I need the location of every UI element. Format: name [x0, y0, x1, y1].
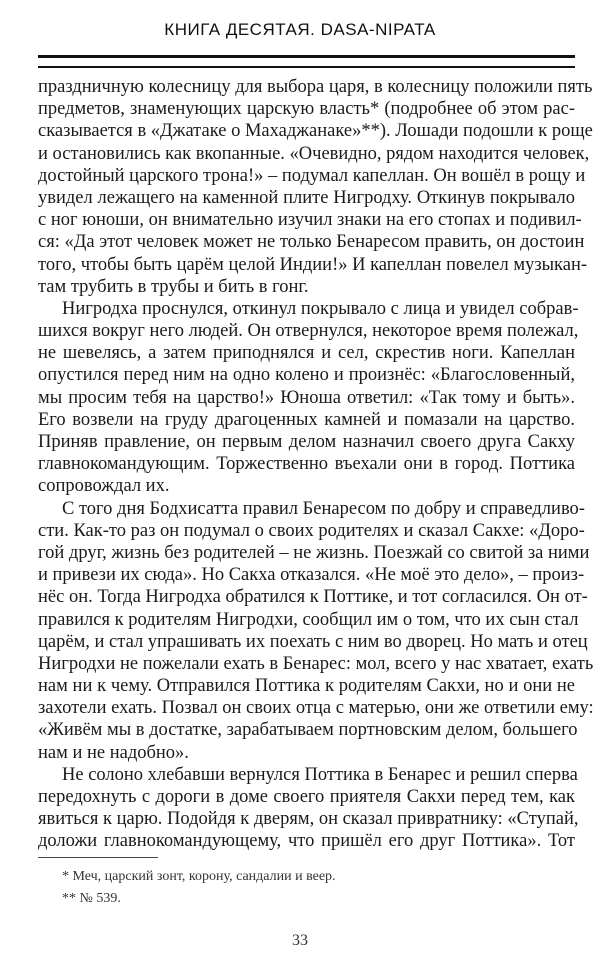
- text-line: нёс он. Тогда Нигродха обратился к Поттике, и тот согласился. Он от-: [38, 587, 588, 608]
- paragraph: [38, 764, 579, 853]
- text-line: Нигродхи не пожелали ехать в Бенарес: мол, всего у нас хватает, ехать: [38, 653, 594, 674]
- running-head: КНИГА ДЕСЯТАЯ. DASA-NIPATA: [164, 20, 436, 39]
- text-line: сказывается в «Джатаке о Махаджанаке»**). Лошади подошли к роще: [38, 121, 593, 142]
- footnote-2: ** № 539.: [62, 891, 121, 906]
- text-line: с ног юноши, он внимательно изучил знаки на его стопах и подивил-: [38, 210, 582, 231]
- footnote-rule: [38, 857, 158, 858]
- text-line: мы просим тебя на царство!» Юноша ответил: «Так тому и быть».: [38, 387, 575, 408]
- text-line: Приняв правление, он первым делом назначил своего друга Сакху: [38, 432, 575, 452]
- text-line: сопровождал их.: [38, 476, 170, 497]
- text-line: Его возвели на груду драгоценных камней и помазали на царство.: [38, 409, 575, 430]
- text-line: главнокомандующим. Торжественно въехали они в город. Поттика: [38, 454, 575, 475]
- text-line: ся: «Да этот человек может не только Бенаресом править, он достоин: [38, 232, 585, 253]
- text-line: захотели ехать. Позвал он своих отца с матерью, они же ответили ему:: [38, 698, 594, 719]
- text-line: шихся вокруг него людей. Он отвернулся, некоторое время полежал,: [38, 321, 579, 342]
- text-line: царём, и стал упрашивать их поехать с ним во дворец. Но мать и отец: [38, 631, 588, 652]
- text-line: нам и не надобно».: [38, 742, 189, 763]
- text-line: не шевелясь, а затем приподнялся и сел, скрестив ноги. Капеллан: [38, 343, 575, 364]
- paragraph: [38, 298, 579, 498]
- text-line: того, чтобы быть царём целой Индии!» И капеллан повелел музыкан-: [38, 254, 588, 275]
- text-line: сти. Как-то раз он подумал о своих родителях и сказал Сакхе: «Доро-: [38, 520, 585, 541]
- text-line: и привези их сюда». Но Сакха отказался. «Не моё это дело», – произ-: [38, 565, 585, 586]
- body-text: [38, 76, 594, 853]
- text-line: достойный царского трона!» – подумал капеллан. Он вошёл в рощу и: [38, 165, 586, 186]
- text-line: явиться к царю. Подойдя к дверям, он сказал привратнику: «Ступай,: [38, 809, 579, 830]
- text-line: праздничную колесницу для выбора царя, в колесницу положили пять: [38, 77, 593, 97]
- footnote-1: * Меч, царский зонт, корону, сандалии и веер.: [62, 869, 336, 884]
- header-rule-thick: [38, 55, 575, 58]
- text-line: нам ни к чему. Отправился Поттика к родителям Сакхи, но и они не: [38, 676, 575, 697]
- paragraph: [38, 76, 593, 298]
- paragraph: [38, 498, 594, 764]
- text-line: предметов, знаменующих царскую власть* (подробнее об этом рас-: [38, 99, 575, 120]
- text-line: гой друг, жизнь без родителей – не жизнь. Поезжай со свитой за ними: [38, 542, 590, 563]
- text-line: С того дня Бодхисатта правил Бенаресом по добру и справедливо-: [62, 498, 585, 519]
- text-line: передохнуть с дороги в доме своего приятеля Сакхи перед тем, как: [38, 787, 575, 807]
- footnotes: [62, 866, 336, 910]
- text-line: увидел лежащего на каменной плите Нигродху. Откинув покрывало: [38, 187, 575, 208]
- text-line: Не солоно хлебавши вернулся Поттика в Бенарес и решил сперва: [62, 764, 578, 785]
- page-number: 33: [292, 932, 308, 949]
- text-line: там трубить в трубы и бить в гонг.: [38, 276, 309, 297]
- text-line: Нигродха проснулся, откинул покрывало с лица и увидел собрав-: [62, 298, 579, 319]
- text-line: правился к родителям Нигродхи, сообщил им о том, что их сын стал: [38, 609, 579, 630]
- text-line: опустился перед ним на одно колено и произнёс: «Благословенный,: [38, 365, 575, 386]
- text-line: доложи главнокомандующему, что пришёл его друг Поттика». Тот: [38, 831, 575, 852]
- text-line: «Живём мы в достатке, зарабатываем портновским делом, большего: [38, 720, 578, 741]
- header-rule-thin: [38, 66, 575, 68]
- text-line: и остановились как вкопанные. «Очевидно, рядом находится человек,: [38, 143, 590, 164]
